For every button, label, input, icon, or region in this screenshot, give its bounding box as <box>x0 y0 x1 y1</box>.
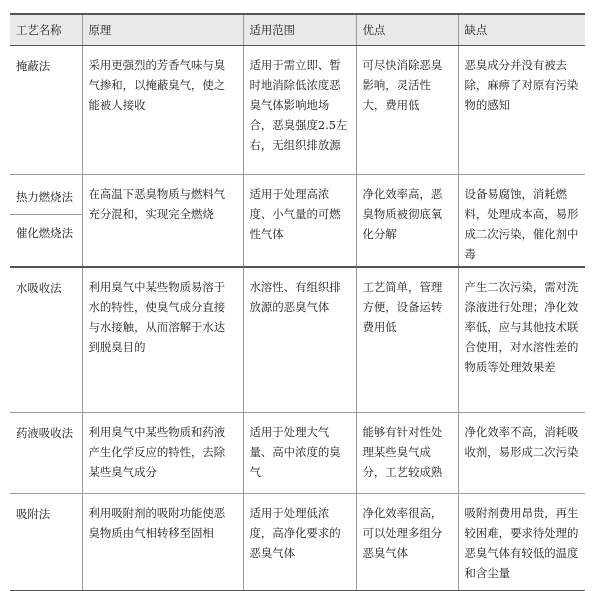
process-name-cell: 药液吸收法 <box>10 412 82 493</box>
disadvantages-cell: 恶臭成分并没有被去除，麻痹了对原有污染物的感知 <box>458 46 585 175</box>
table-header-row <box>10 14 585 46</box>
header-principle: 原理 <box>82 14 243 46</box>
process-name-cell: 水吸收法 <box>10 267 82 413</box>
advantages-cell: 可尽快消除恶臭影响，灵活性大，费用低 <box>356 46 458 175</box>
scope-cell: 适用于处理低浓度，高净化要求的恶臭气体 <box>243 493 356 590</box>
table-row <box>10 267 585 413</box>
process-name-thermal: 热力燃烧法 <box>10 175 82 215</box>
scope-cell: 水溶性、有组织排放源的恶臭气体 <box>243 267 356 413</box>
disadvantages-cell: 产生二次污染，需对洗涤液进行处理；净化效率低，应与其他技术联合使用，对水溶性差的物质等处理效果差 <box>458 267 585 413</box>
disadvantages-cell: 吸附剂费用昂贵，再生较困难，要求待处理的恶臭气体有较低的温度和含尘量 <box>458 493 585 590</box>
principle-cell: 采用更强烈的芳香气味与臭气掺和，以掩蔽臭气，使之能被人接收 <box>82 46 243 175</box>
advantages-cell: 净化效率高，恶臭物质被彻底氧化分解 <box>356 175 458 267</box>
table-row <box>10 412 585 493</box>
disadvantages-cell: 设备易腐蚀，消耗燃料，处理成本高，易形成二次污染，催化剂中毒 <box>458 175 585 267</box>
scope-cell: 适用于处理大气量、高中浓度的臭气 <box>243 412 356 493</box>
principle-cell: 利用臭气中某些物质和药液产生化学反应的特性，去除某些臭气成分 <box>82 412 243 493</box>
advantages-cell: 工艺简单，管理方便，设备运转费用低 <box>356 267 458 413</box>
process-name-cell <box>10 175 82 267</box>
disadvantages-cell: 净化效率不高，消耗吸收剂，易形成二次污染 <box>458 412 585 493</box>
process-name-catalytic: 催化燃烧法 <box>16 226 73 240</box>
process-comparison-table <box>10 13 585 591</box>
header-advantages: 优点 <box>356 14 458 46</box>
advantages-cell: 能够有针对性处理某些臭气成分，工艺较成熟 <box>356 412 458 493</box>
header-scope: 适用范围 <box>243 14 356 46</box>
table-row <box>10 175 585 267</box>
advantages-cell: 净化效率很高，可以处理多组分恶臭气体 <box>356 493 458 590</box>
process-name-cell: 掩蔽法 <box>16 59 51 73</box>
process-name-cell: 吸附法 <box>10 493 82 590</box>
principle-cell: 在高温下恶臭物质与燃料气充分混和，实现完全燃烧 <box>82 175 243 267</box>
header-process-name: 工艺名称 <box>10 14 82 46</box>
scope-cell: 适用于处理高浓度、小气量的可燃性气体 <box>243 175 356 267</box>
table-row <box>10 493 585 590</box>
header-disadvantages: 缺点 <box>458 14 585 46</box>
scope-cell: 适用于需立即、暂时地消除低浓度恶臭气体影响地场合，恶臭强度2.5左右，无组织排放源 <box>243 46 356 175</box>
principle-cell: 利用臭气中某些物质易溶于水的特性，使臭气成分直接与水接触，从而溶解于水达到脱臭目的 <box>82 267 243 413</box>
table-row <box>10 46 585 175</box>
principle-cell: 利用吸附剂的吸附功能使恶臭物质由气相转移至固相 <box>82 493 243 590</box>
